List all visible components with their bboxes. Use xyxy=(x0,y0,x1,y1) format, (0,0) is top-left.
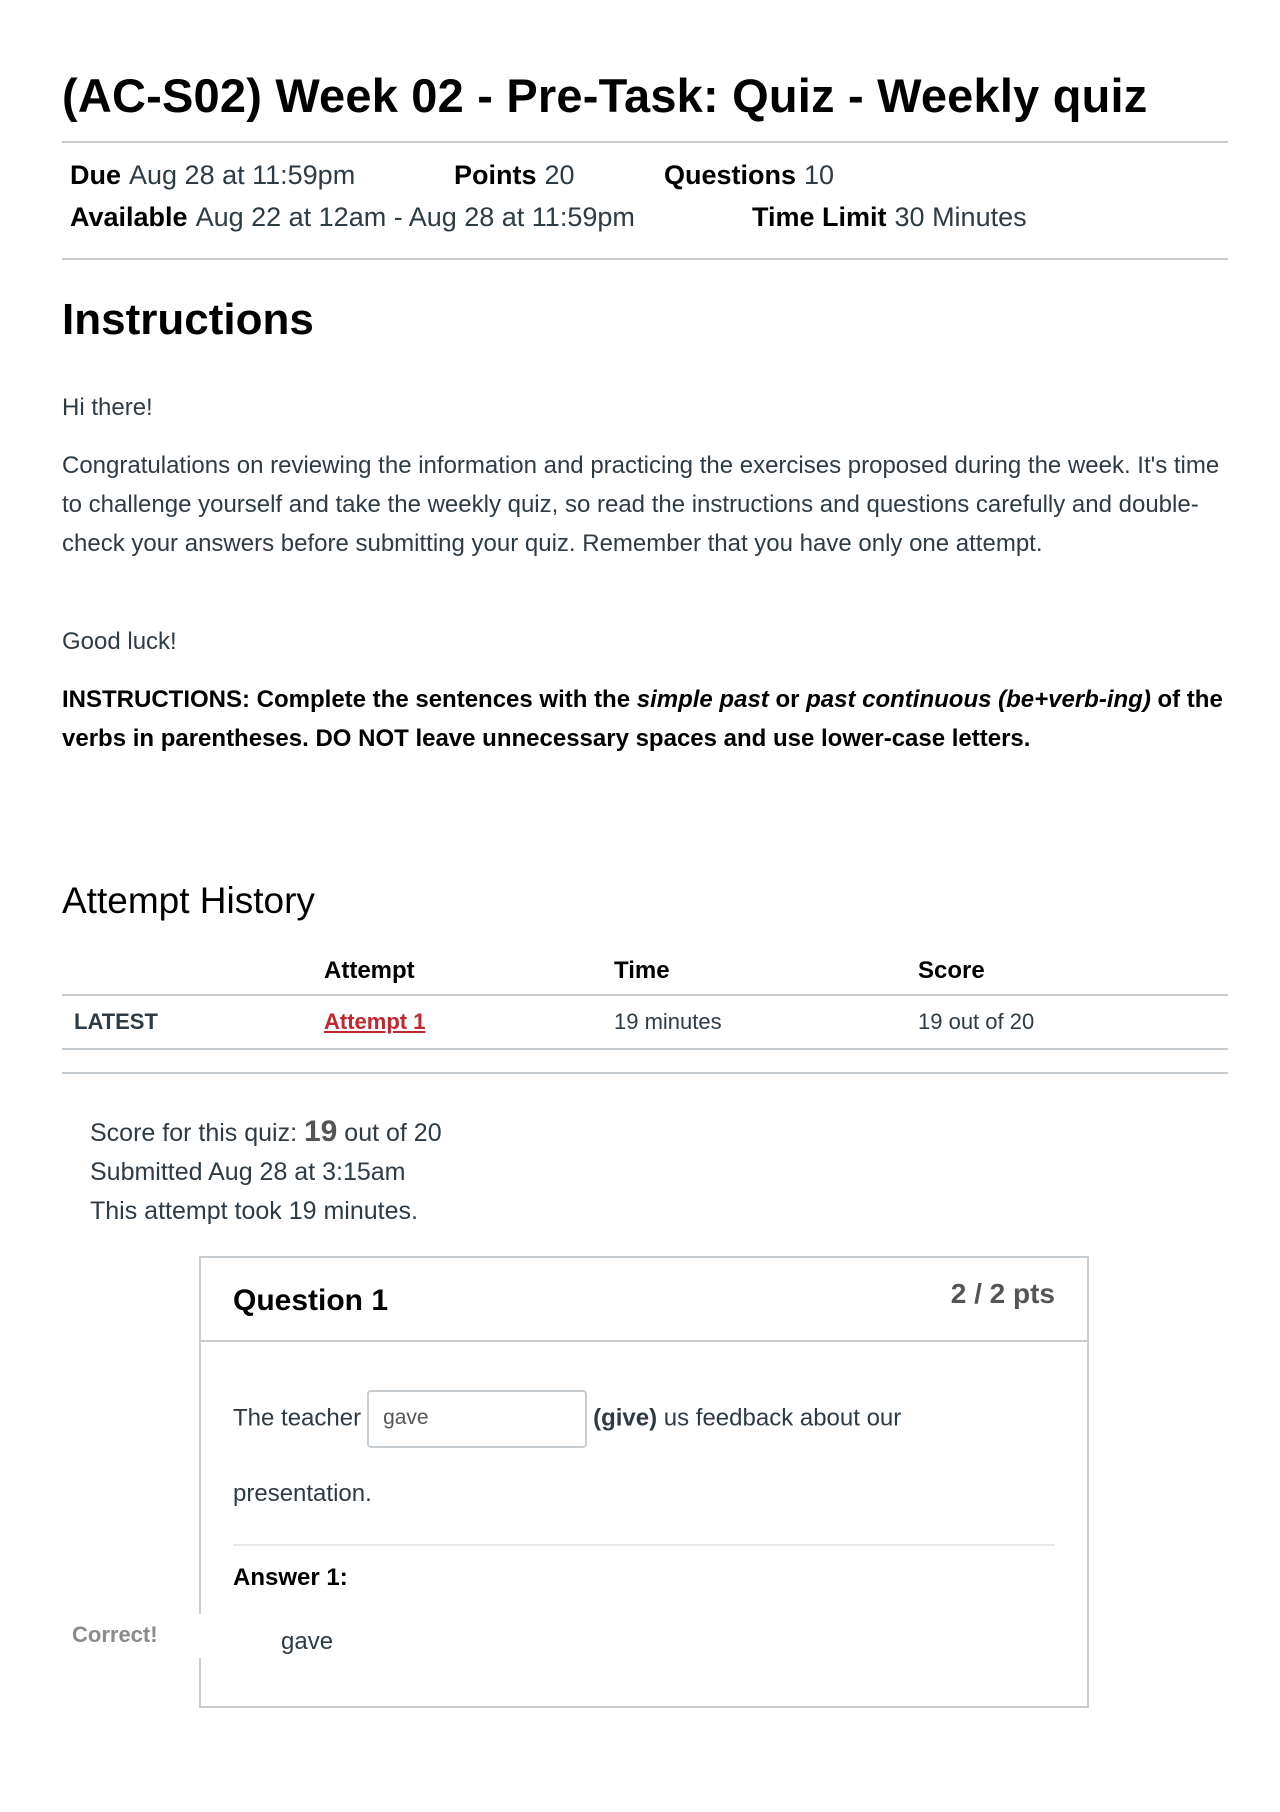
table-row xyxy=(62,995,1228,1049)
question-text-after: us feedback about our xyxy=(663,1404,902,1432)
attempt-history-table xyxy=(62,948,1228,1050)
directions-or: or xyxy=(768,686,807,713)
column-header-blank xyxy=(62,948,324,995)
due-label: Due xyxy=(70,160,122,190)
score-suffix: out of 20 xyxy=(337,1119,442,1147)
score-value: 19 xyxy=(303,1115,338,1148)
quiz-meta-row-1 xyxy=(70,160,355,191)
question-text xyxy=(233,1390,901,1448)
correct-flag-gap xyxy=(199,1614,203,1658)
instructions-heading: Instructions xyxy=(62,295,314,344)
directions-suffix: of the verbs in parentheses. DO NOT leave unnecessary spaces and use lower-case letters. xyxy=(62,686,1223,752)
verb-hint: (give) xyxy=(593,1404,658,1432)
divider xyxy=(62,258,1228,260)
column-header-score: Score xyxy=(918,948,1228,995)
instructions-good-luck: Good luck! xyxy=(62,628,177,655)
quiz-result xyxy=(90,1112,442,1231)
divider xyxy=(62,141,1228,143)
time-limit-value: 30 Minutes xyxy=(894,202,1027,232)
divider xyxy=(233,1544,1055,1546)
time-limit-meta xyxy=(752,202,1027,233)
points-value: 20 xyxy=(544,160,575,190)
question-text-before: The teacher xyxy=(233,1404,362,1432)
points-label: Points xyxy=(454,160,537,190)
score-prefix: Score for this quiz: xyxy=(90,1119,304,1147)
question-points: 2 / 2 pts xyxy=(950,1278,1055,1309)
question-title: Question 1 xyxy=(233,1284,389,1317)
attempt-1-link[interactable]: Attempt 1 xyxy=(324,1009,426,1034)
question-header xyxy=(201,1258,1087,1342)
attempt-time: 19 minutes xyxy=(614,995,918,1049)
directions-tense-2: past continuous (be+verb-ing) xyxy=(806,686,1151,713)
due-meta xyxy=(70,160,355,190)
instructions-body: Congratulations on reviewing the information and practicing the exercises proposed during the week. It's time to challenge yourself and take the weekly quiz, so read the instructions and questions carefully and double-check your answers before submitting your quiz. Remember that you have only one attempt. xyxy=(62,452,1220,557)
correct-flag: Correct! xyxy=(72,1622,158,1647)
available-meta xyxy=(70,202,635,233)
latest-tag: LATEST xyxy=(62,995,324,1049)
column-header-time: Time xyxy=(614,948,918,995)
directions-tense-1: simple past xyxy=(636,686,769,713)
questions-label: Questions xyxy=(664,160,797,190)
questions-meta xyxy=(664,160,834,191)
submitted-time: Submitted Aug 28 at 3:15am xyxy=(90,1158,406,1186)
points-meta xyxy=(454,160,575,191)
available-label: Available xyxy=(70,202,188,232)
answer-input[interactable]: gave xyxy=(367,1390,587,1448)
due-value: Aug 28 at 11:59pm xyxy=(129,160,356,190)
score-line xyxy=(90,1112,442,1153)
answer-value: gave xyxy=(281,1628,334,1655)
attempt-duration: This attempt took 19 minutes. xyxy=(90,1197,418,1225)
question-text-line2: presentation. xyxy=(233,1480,372,1507)
available-value: Aug 22 at 12am - Aug 28 at 11:59pm xyxy=(195,202,635,232)
page-title: (AC-S02) Week 02 - Pre-Task: Quiz - Weekly quiz xyxy=(62,69,1148,122)
attempt-history-heading: Attempt History xyxy=(62,880,315,921)
instructions-directions xyxy=(62,680,1228,758)
instructions-greeting: Hi there! xyxy=(62,394,153,421)
divider xyxy=(62,1072,1228,1074)
question-1-card xyxy=(199,1256,1089,1708)
answer-label: Answer 1: xyxy=(233,1564,348,1591)
column-header-attempt: Attempt xyxy=(324,948,614,995)
attempt-score: 19 out of 20 xyxy=(918,995,1228,1049)
table-header-row xyxy=(62,948,1228,995)
directions-prefix: INSTRUCTIONS: Complete the sentences with the xyxy=(62,686,637,713)
questions-value: 10 xyxy=(804,160,835,190)
time-limit-label: Time Limit xyxy=(752,202,887,232)
